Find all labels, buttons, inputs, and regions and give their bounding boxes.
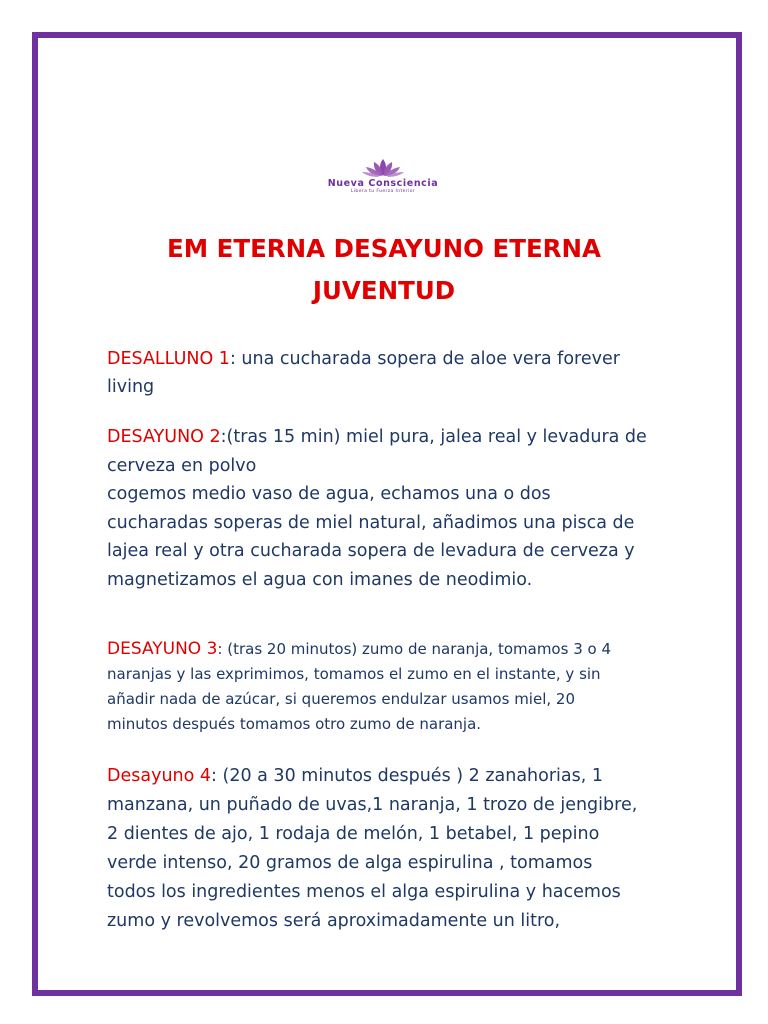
section-line: : una cucharada sopera de aloe vera forever [229,349,620,369]
logo-name: Nueva Consciencia [327,178,439,189]
section-line: zumo y revolvemos será aproximadamente un litro, [107,911,561,931]
logo-tagline: Libera tu Fuerza Interior [350,189,416,194]
section-line: magnetizamos el agua con imanes de neodimio. [107,569,533,590]
title-line-2: JUVENTUD [312,276,456,305]
section-label: DESAYUNO 2 [107,427,221,447]
section-line: minutos después tomamos otro zumo de naranja. [107,715,482,733]
section-line: lajea real y otra cucharada sopera de levadura de cerveza y [107,541,635,561]
section-desayuno-1 [107,345,697,401]
section-line: todos los ingredientes menos el alga espirulina y hacemos [107,882,621,902]
section-line: naranjas y las exprimimos, tomamos el zumo en el instante, y sin [107,665,601,683]
section-line: : (tras 20 minutos) zumo de naranja, tomamos 3 o 4 [217,640,611,658]
section-desayuno-2 [107,423,697,594]
logo [312,158,454,200]
section-line: añadir nada de azúcar, si queremos endulzar usamos miel, 20 [107,690,575,708]
section-label: DESAYUNO 3 [107,639,218,659]
page-title [96,228,672,312]
section-line: cucharadas soperas de miel natural, añadimos una pisca de [107,512,635,533]
section-line: 2 dientes de ajo, 1 rodaja de melón, 1 betabel, 1 pepino [107,824,600,844]
section-line: : (20 a 30 minutos después ) 2 zanahorias, 1 [211,766,604,786]
section-desayuno-3 [107,637,697,737]
section-line: :(tras 15 min) miel pura, jalea real y levadura de [220,427,647,447]
section-line: cogemos medio vaso de agua, echamos una o dos [107,484,551,504]
section-line: manzana, un puñado de uvas,1 naranja, 1 trozo de jengibre, [107,795,638,815]
section-line: cerveza en polvo [107,455,257,476]
lotus-icon [361,158,405,178]
section-label: Desayuno 4 [107,766,212,786]
section-desayuno-4 [107,762,697,936]
section-line: living [107,377,155,397]
title-line-1: EM ETERNA DESAYUNO ETERNA [166,234,602,263]
section-line: verde intenso, 20 gramos de alga espirulina , tomamos [107,853,593,873]
section-label: DESALLUNO 1 [107,349,230,369]
